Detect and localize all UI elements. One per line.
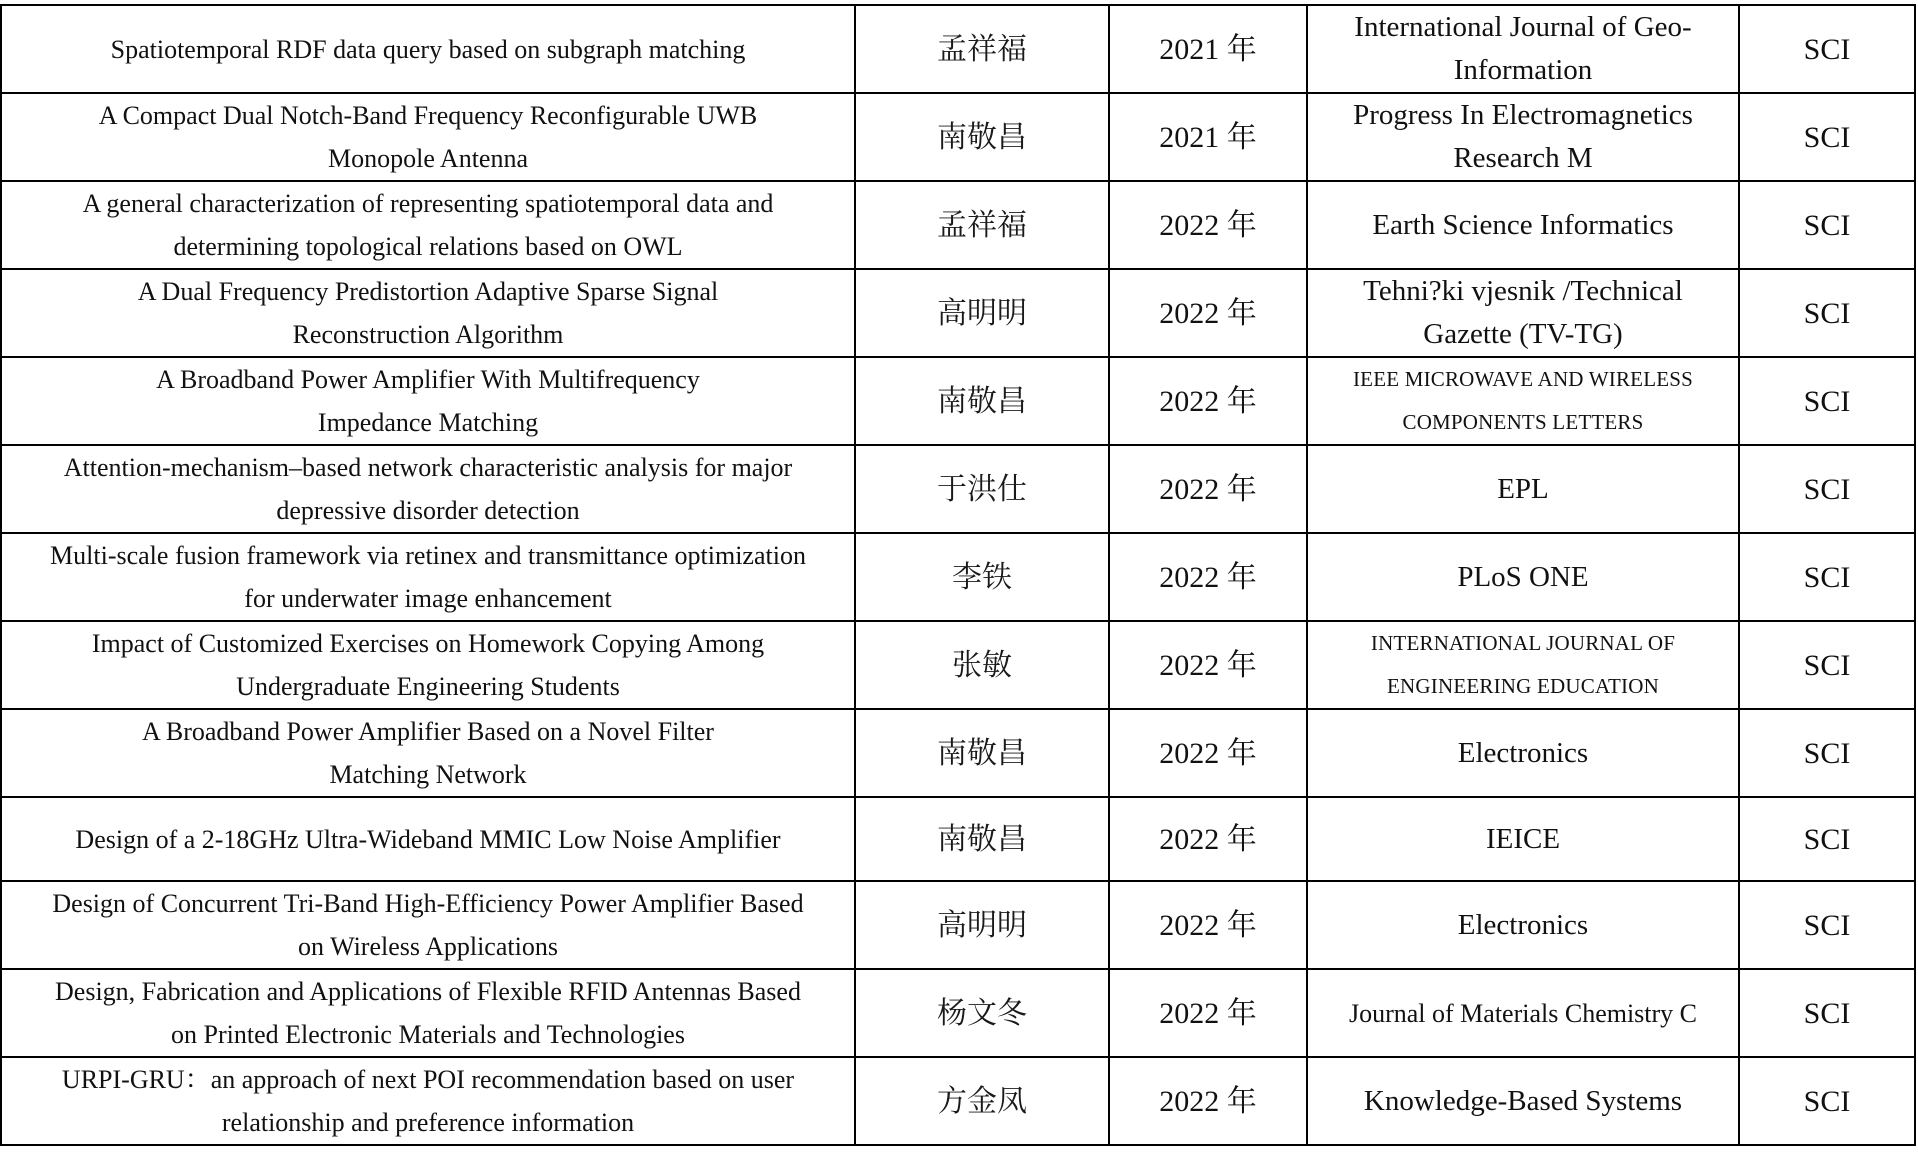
table-row (1, 445, 1915, 533)
year-cell: 2022 年 (1109, 269, 1307, 357)
year-cell: 2022 年 (1109, 621, 1307, 709)
journal-cell (1307, 969, 1739, 1057)
paper-title-cell (1, 1057, 855, 1145)
author-cell: 张敏 (855, 621, 1109, 709)
author-cell: 孟祥福 (855, 181, 1109, 269)
journal-cell (1307, 445, 1739, 533)
year-cell: 2022 年 (1109, 533, 1307, 621)
author-cell: 南敬昌 (855, 357, 1109, 445)
journal-name-line: COMPONENTS LETTERS (1402, 410, 1644, 434)
paper-title-line: depressive disorder detection (276, 496, 580, 525)
author-cell: 杨文冬 (855, 969, 1109, 1057)
paper-title-line: Monopole Antenna (327, 144, 529, 173)
journal-cell (1307, 533, 1739, 621)
paper-title-cell (1, 709, 855, 797)
paper-title-line: for underwater image enhancement (244, 584, 612, 613)
journal-cell (1307, 797, 1739, 881)
table-row (1, 357, 1915, 445)
journal-name-line: Information (1453, 54, 1593, 86)
paper-title-line: Undergraduate Engineering Students (236, 672, 620, 701)
publication-table-body (1, 5, 1915, 1145)
paper-title-cell (1, 969, 855, 1057)
year-cell: 2021 年 (1109, 5, 1307, 93)
publication-table (0, 4, 1916, 1146)
journal-name-line: Research M (1453, 142, 1593, 174)
paper-title-line: Attention-mechanism–based network characteristic analysis for major (63, 453, 793, 482)
index-type-cell: SCI (1739, 269, 1915, 357)
paper-title-cell (1, 5, 855, 93)
paper-title-line: A general characterization of representing spatiotemporal data and (82, 189, 774, 218)
year-cell: 2022 年 (1109, 797, 1307, 881)
index-type-cell: SCI (1739, 357, 1915, 445)
paper-title-cell (1, 533, 855, 621)
journal-name-line: PLoS ONE (1457, 560, 1589, 593)
author-cell: 南敬昌 (855, 93, 1109, 181)
year-cell: 2022 年 (1109, 1057, 1307, 1145)
journal-name-line: EPL (1497, 472, 1549, 505)
index-type-cell: SCI (1739, 1057, 1915, 1145)
paper-title-line: Matching Network (329, 760, 527, 789)
index-type-cell: SCI (1739, 881, 1915, 969)
paper-title-line: Design of Concurrent Tri-Band High-Efficiency Power Amplifier Based (52, 889, 804, 918)
paper-title-cell (1, 269, 855, 357)
journal-name-line: IEEE MICROWAVE AND WIRELESS (1352, 367, 1694, 391)
paper-title-line: Impact of Customized Exercises on Homework Copying Among (91, 629, 765, 658)
author-cell: 孟祥福 (855, 5, 1109, 93)
journal-cell (1307, 881, 1739, 969)
year-cell: 2022 年 (1109, 969, 1307, 1057)
index-type-cell: SCI (1739, 5, 1915, 93)
journal-cell (1307, 1057, 1739, 1145)
year-cell: 2021 年 (1109, 93, 1307, 181)
journal-name-line: Progress In Electromagnetics (1353, 99, 1693, 131)
table-row (1, 181, 1915, 269)
year-cell: 2022 年 (1109, 357, 1307, 445)
journal-name-line: INTERNATIONAL JOURNAL OF (1370, 631, 1676, 655)
journal-name-line: Gazette (TV-TG) (1423, 318, 1623, 350)
index-type-cell: SCI (1739, 93, 1915, 181)
index-type-cell: SCI (1739, 797, 1915, 881)
paper-title-line: Design of a 2-18GHz Ultra-Wideband MMIC Low Noise Amplifier (75, 824, 781, 854)
table-row (1, 1057, 1915, 1145)
table-row (1, 881, 1915, 969)
journal-name-line: Journal of Materials Chemistry C (1348, 998, 1698, 1028)
author-cell: 南敬昌 (855, 797, 1109, 881)
paper-title-line: A Broadband Power Amplifier With Multifrequency (156, 365, 700, 394)
table-row (1, 93, 1915, 181)
journal-cell (1307, 269, 1739, 357)
index-type-cell: SCI (1739, 181, 1915, 269)
author-cell: 李铁 (855, 533, 1109, 621)
year-cell: 2022 年 (1109, 445, 1307, 533)
paper-title-cell (1, 181, 855, 269)
journal-cell (1307, 621, 1739, 709)
paper-title-cell (1, 621, 855, 709)
journal-name-line: ENGINEERING EDUCATION (1387, 674, 1659, 698)
paper-title-cell (1, 881, 855, 969)
table-row (1, 5, 1915, 93)
year-cell: 2022 年 (1109, 709, 1307, 797)
journal-name-line: Earth Science Informatics (1372, 208, 1674, 241)
journal-name-line: Knowledge-Based Systems (1363, 1084, 1683, 1117)
journal-name-line: Electronics (1457, 736, 1589, 769)
journal-cell (1307, 709, 1739, 797)
paper-title-line: A Broadband Power Amplifier Based on a Novel Filter (142, 717, 714, 746)
author-cell: 于洪仕 (855, 445, 1109, 533)
author-cell: 高明明 (855, 881, 1109, 969)
paper-title-cell (1, 797, 855, 881)
paper-title-line: Reconstruction Algorithm (292, 320, 564, 349)
journal-name-line: Electronics (1457, 908, 1589, 941)
author-cell: 高明明 (855, 269, 1109, 357)
paper-title-line: Design, Fabrication and Applications of Flexible RFID Antennas Based (55, 977, 801, 1006)
journal-name-line: International Journal of Geo- (1354, 11, 1692, 43)
journal-cell (1307, 93, 1739, 181)
paper-title-line: determining topological relations based on OWL (173, 232, 683, 261)
journal-cell (1307, 5, 1739, 93)
journal-name-line: Tehni?ki vjesnik /Technical (1363, 275, 1683, 307)
index-type-cell: SCI (1739, 621, 1915, 709)
paper-title-cell (1, 445, 855, 533)
paper-title-line: relationship and preference information (221, 1108, 635, 1137)
table-row (1, 797, 1915, 881)
journal-cell (1307, 181, 1739, 269)
paper-title-line: URPI-GRU：an approach of next POI recommendation based on user (61, 1065, 795, 1094)
index-type-cell: SCI (1739, 709, 1915, 797)
index-type-cell: SCI (1739, 969, 1915, 1057)
paper-title-line: on Wireless Applications (298, 932, 558, 961)
table-row (1, 621, 1915, 709)
table-row (1, 969, 1915, 1057)
paper-title-line: Impedance Matching (317, 408, 539, 437)
paper-title-cell (1, 93, 855, 181)
paper-title-line: Spatiotemporal RDF data query based on subgraph matching (110, 34, 746, 64)
table-row (1, 709, 1915, 797)
table-row (1, 533, 1915, 621)
journal-cell (1307, 357, 1739, 445)
year-cell: 2022 年 (1109, 181, 1307, 269)
paper-title-line: Multi-scale fusion framework via retinex and transmittance optimization (50, 541, 806, 570)
paper-title-line: A Compact Dual Notch-Band Frequency Reconfigurable UWB (98, 101, 758, 130)
journal-name-line: IEICE (1485, 822, 1561, 855)
author-cell: 方金凤 (855, 1057, 1109, 1145)
author-cell: 南敬昌 (855, 709, 1109, 797)
paper-title-line: on Printed Electronic Materials and Technologies (171, 1020, 685, 1049)
index-type-cell: SCI (1739, 533, 1915, 621)
paper-title-cell (1, 357, 855, 445)
table-row (1, 269, 1915, 357)
paper-title-line: A Dual Frequency Predistortion Adaptive Sparse Signal (137, 277, 719, 306)
year-cell: 2022 年 (1109, 881, 1307, 969)
index-type-cell: SCI (1739, 445, 1915, 533)
